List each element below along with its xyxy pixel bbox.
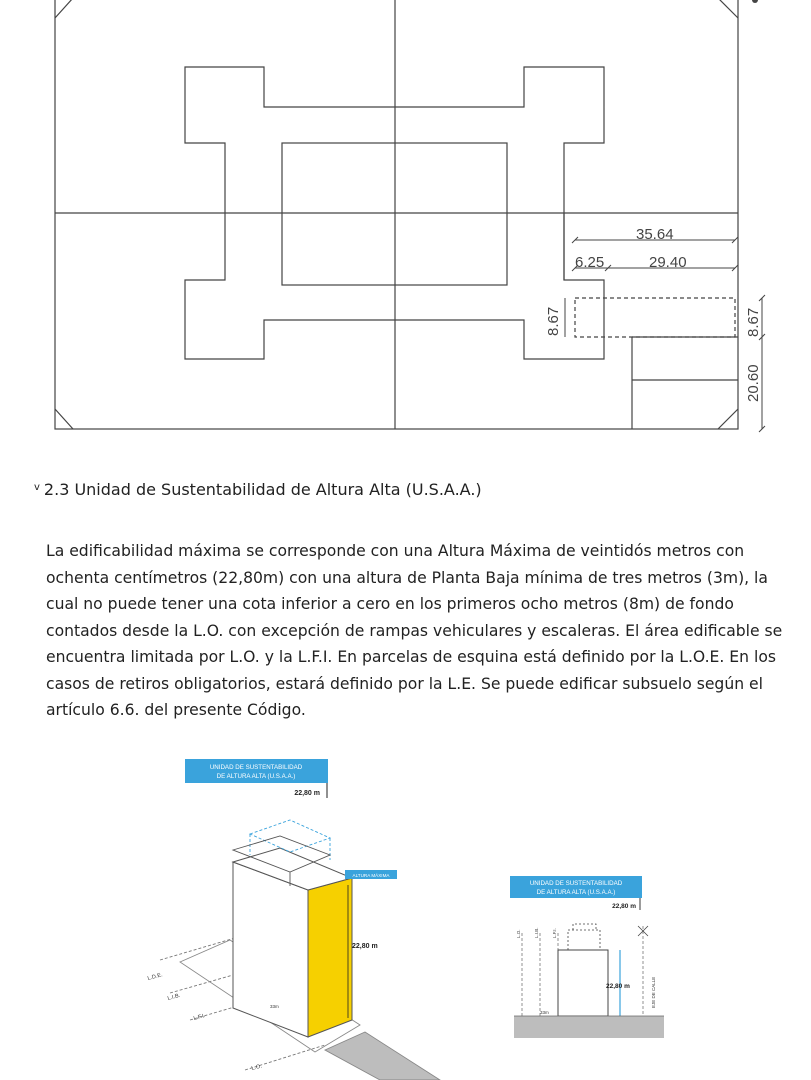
plan-dashed-lot	[575, 298, 735, 337]
section-heading	[34, 480, 794, 499]
section-paragraph: La edificabilidad máxima se corresponde con una Altura Máxima de veintidós metros con ochenta centímetros (22,80m) con una altura de Planta Baja mínima de tres metros (3m), la cual no puede tener una cota inferior a cero en los primeros ocho metros (8m) de fondo contados desde la L.O. con excepción de rampas vehiculares y escaleras. El área edificable se encuentra limitada por L.O. y la L.F.I. En parcelas de esquina está definido por la L.O.E. En los casos de retiros obligatorios, estará definido por la L.E. Se puede edificar subsuelo según el artículo 6.6. del presente Código.	[46, 542, 783, 719]
plan-outer-border	[55, 0, 738, 429]
iso-label-lie: L.I.B.	[166, 992, 181, 1002]
dim-left-setback: 6.25	[575, 254, 605, 271]
sec-label-eje: EJE DE CALLE	[651, 976, 656, 1008]
sec-label-ground: 33m	[540, 1010, 549, 1015]
iso-badge-line1: UNIDAD DE SUSTENTABILIDAD	[209, 764, 303, 771]
dim-right-width: 29.40	[649, 254, 687, 271]
iso-yellow-facade	[308, 878, 352, 1037]
dim-total-width: 35.64	[636, 226, 674, 243]
expand-marker[interactable]: v	[34, 482, 40, 493]
iso-badge-line2: DE ALTURA ALTA (U.S.A.A.)	[216, 773, 296, 780]
sec-height-side: 22,80 m	[606, 983, 630, 990]
isometric-diagram	[130, 750, 450, 1080]
block-plan-drawing	[0, 0, 811, 440]
iso-height-top: 22,80 m	[294, 790, 320, 797]
sec-label-lfi: L.F.I.	[552, 928, 557, 938]
sec-badge-line1: UNIDAD DE SUSTENTABILIDAD	[529, 880, 623, 887]
section-diagram	[500, 868, 670, 1048]
dim-right-depth: 8.67	[745, 307, 762, 337]
sec-height-top: 22,80 m	[612, 903, 636, 910]
iso-height-side: 22,80 m	[352, 943, 378, 950]
iso-yellow-label: ALTURA MÁXIMA	[352, 873, 390, 878]
sec-badge-line2: DE ALTURA ALTA (U.S.A.A.)	[536, 889, 616, 896]
sec-ground	[514, 1016, 664, 1038]
section-title: 2.3 Unidad de Sustentabilidad de Altura Alta (U.S.A.A.)	[43, 480, 482, 499]
sec-label-lo: L.O.	[516, 929, 521, 938]
iso-label-lde: L.D.E.	[146, 972, 164, 982]
dim-left-depth: 8.67	[545, 306, 562, 336]
sec-building	[558, 950, 608, 1016]
iso-label-lfi: L.F.I.	[192, 1013, 207, 1022]
dim-side-depth: 20.60	[745, 364, 762, 402]
iso-street	[325, 1032, 440, 1080]
iso-building-front	[233, 862, 308, 1037]
sec-label-lib: L.I.B.	[534, 927, 539, 938]
scroll-dot	[752, 0, 758, 3]
iso-label-ground: 33m	[270, 1004, 279, 1009]
iso-label-lo: L.O.	[250, 1063, 263, 1072]
